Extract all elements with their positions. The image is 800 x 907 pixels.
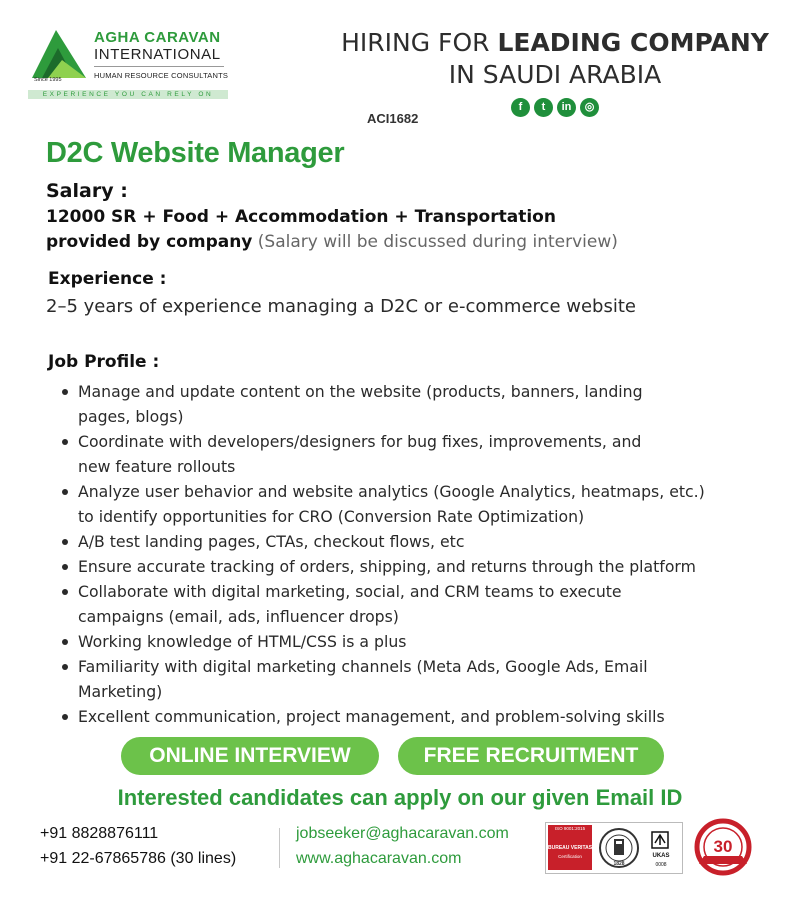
bureau-veritas-seal-icon <box>598 827 640 869</box>
salary-value: 12000 SR + Food + Accommodation + Transportation <box>46 207 556 227</box>
hiring-headline-bold: LEADING COMPANY <box>497 28 769 57</box>
brand-divider <box>94 66 224 67</box>
website-link[interactable]: www.aghacaravan.com <box>296 850 462 867</box>
job-title: D2C Website Manager <box>46 137 345 169</box>
salary-label: Salary : <box>46 180 128 202</box>
experience-label: Experience : <box>48 269 167 289</box>
reference-code: ACI1682 <box>367 111 419 126</box>
apply-instructions: Interested candidates can apply on our given Email ID <box>117 785 683 810</box>
brand-role: HUMAN RESOURCE CONSULTANTS <box>94 71 229 80</box>
cert-iso-label: ISO 9001:2015 <box>554 826 586 831</box>
company-logo-icon <box>28 26 90 82</box>
duty-item: Analyze user behavior and website analytics (Google Analytics, heatmaps, etc.) to identify opportunities for CRO (Conversion Rate Optimization) <box>56 479 786 529</box>
seal-year: 1828 <box>613 861 625 867</box>
salary-details <box>46 232 618 252</box>
cert-certification-label: Certification <box>558 854 582 859</box>
duty-item: Excellent communication, project management, and problem-solving skills <box>56 704 786 729</box>
duty-item: Coordinate with developers/designers for bug fixes, improvements, and new feature rollouts <box>56 429 786 479</box>
free-recruitment-button[interactable]: FREE RECRUITMENT <box>398 737 664 775</box>
anniversary-badge-icon <box>692 818 754 878</box>
duty-item: Collaborate with digital marketing, social, and CRM teams to execute campaigns (email, ads, influencer drops) <box>56 579 786 629</box>
twitter-icon[interactable]: t <box>534 98 553 117</box>
job-duties-list <box>56 379 786 729</box>
social-links <box>511 98 599 117</box>
hiring-headline-normal: HIRING FOR <box>341 28 498 57</box>
duty-item: Working knowledge of HTML/CSS is a plus <box>56 629 786 654</box>
instagram-icon[interactable]: ◎ <box>580 98 599 117</box>
facebook-icon[interactable]: f <box>511 98 530 117</box>
ukas-crown-icon <box>650 829 670 851</box>
email-link[interactable]: jobseeker@aghacaravan.com <box>296 825 509 842</box>
hiring-location: IN SAUDI ARABIA <box>448 60 662 89</box>
brand-subtitle: INTERNATIONAL <box>94 46 221 63</box>
certification-badge <box>545 822 683 874</box>
experience-value: 2–5 years of experience managing a D2C or e-commerce website <box>46 296 636 317</box>
salary-note: (Salary will be discussed during interview) <box>252 232 618 252</box>
brand-tagline: EXPERIENCE YOU CAN RELY ON <box>42 91 214 98</box>
phone-secondary[interactable]: +91 22-67865786 (30 lines) <box>40 850 237 867</box>
phone-primary[interactable]: +91 8828876111 <box>40 825 159 842</box>
cert-bureau-label: BUREAU VERITAS <box>548 845 593 851</box>
linkedin-icon[interactable]: in <box>557 98 576 117</box>
duty-item: A/B test landing pages, CTAs, checkout flows, etc <box>56 529 786 554</box>
duty-item: Ensure accurate tracking of orders, shipping, and returns through the platform <box>56 554 786 579</box>
online-interview-button[interactable]: ONLINE INTERVIEW <box>121 737 379 775</box>
hiring-headline <box>340 28 770 57</box>
brand-name: AGHA CARAVAN <box>94 29 221 46</box>
badge-years: 30 <box>713 837 733 856</box>
cert-number: 0008 <box>655 862 667 868</box>
brand-since: Since 1995 <box>34 77 62 83</box>
job-profile-label: Job Profile : <box>48 352 160 372</box>
salary-provided: provided by company <box>46 232 253 252</box>
duty-item: Manage and update content on the website (products, banners, landing pages, blogs) <box>56 379 786 429</box>
footer-divider <box>279 828 280 868</box>
cert-ukas-label: UKAS <box>652 853 670 859</box>
duty-item: Familiarity with digital marketing channels (Meta Ads, Google Ads, Email Marketing) <box>56 654 786 704</box>
